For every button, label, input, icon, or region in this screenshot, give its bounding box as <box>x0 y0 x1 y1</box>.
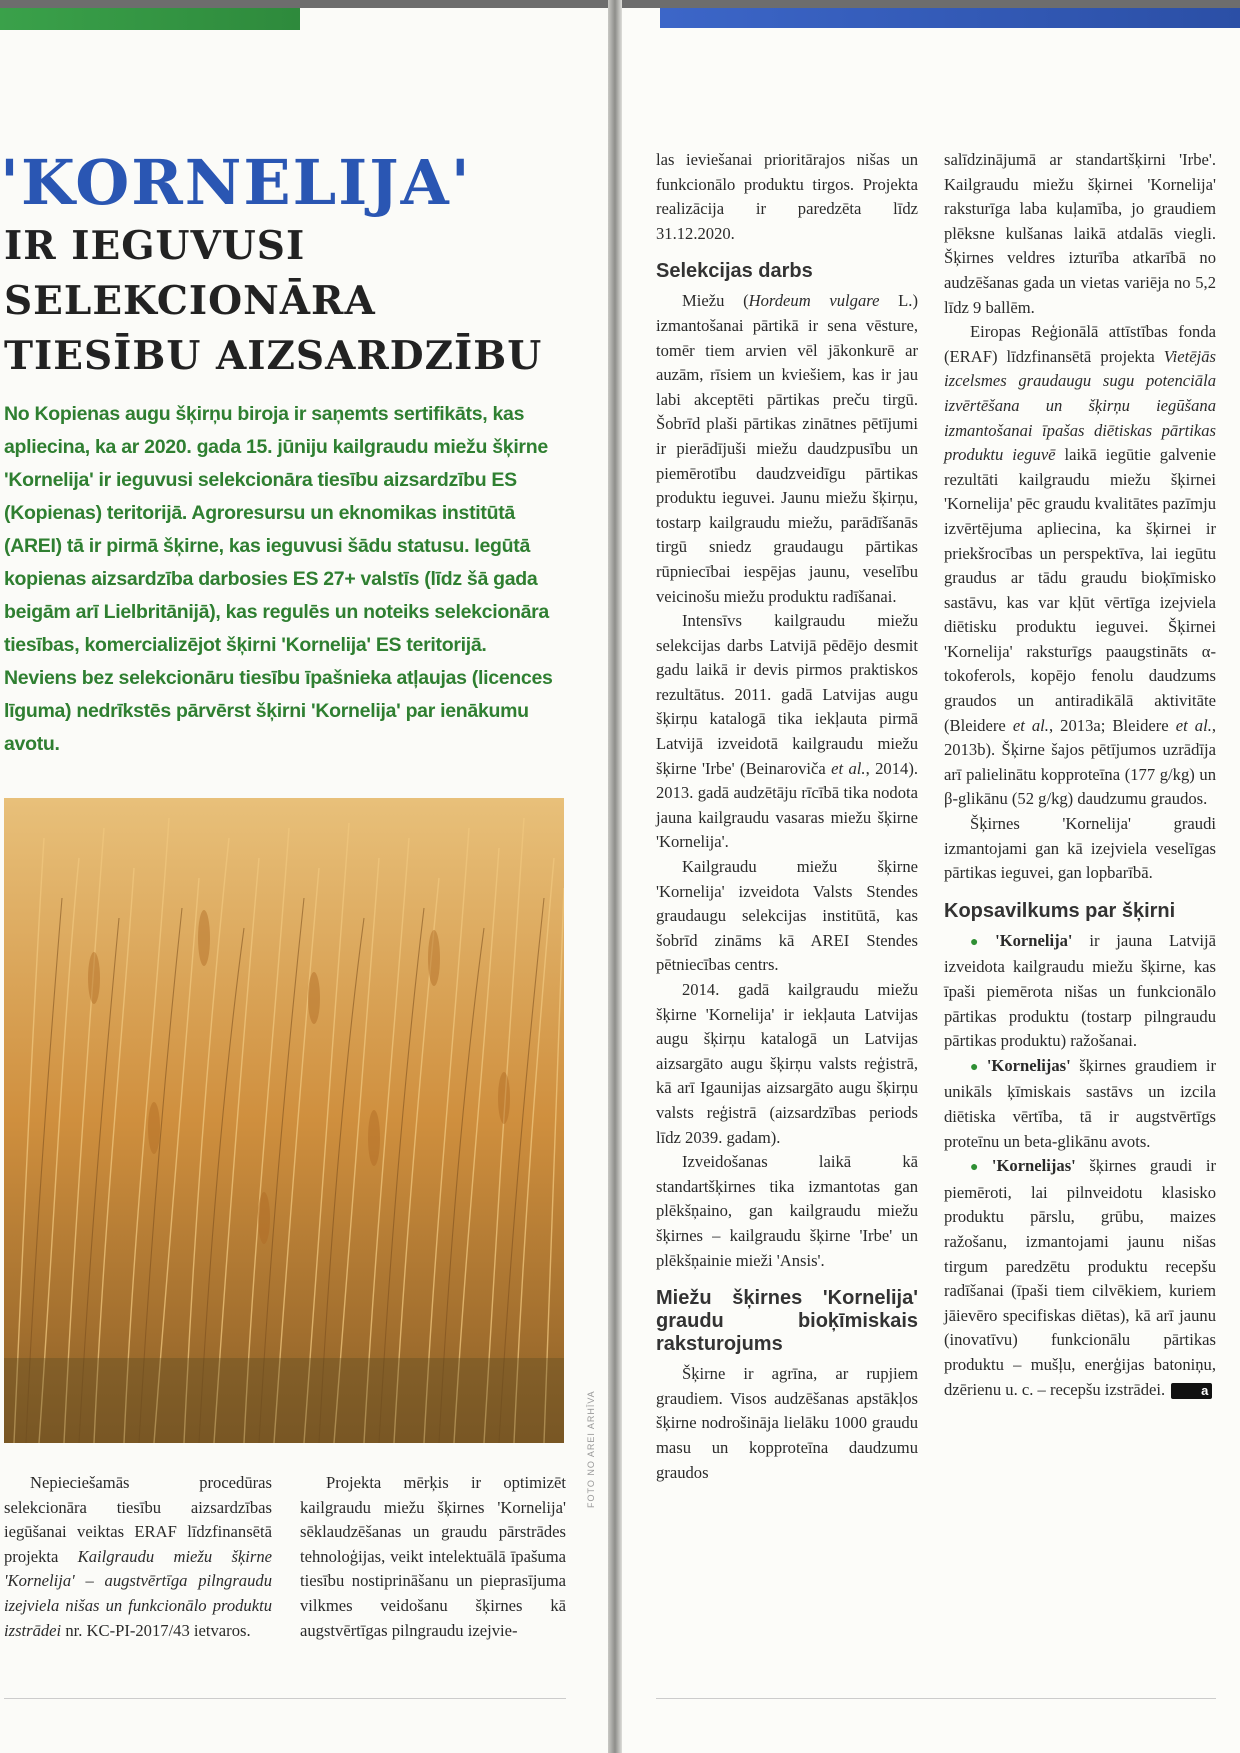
citation-italic: et al. <box>831 758 866 778</box>
bold-term: 'Kornelijas' <box>991 1156 1076 1176</box>
paragraph: Šķirnes 'Kornelija' graudi izmantojami gan kā izejviela veselīgas pārtikas ieguvei, gan lopbarībā. <box>944 814 1216 883</box>
paragraph: las ieviešanai prioritārajos nišas un funkcionālo produktu tirgos. Projekta realizācija ir paredzēta līdz 31.12.2020. <box>656 150 918 243</box>
project-title-italic: Kailgraudu miežu šķirne 'Kornelija' – augstvērtīga pilngraudu izejviela nišas un funkcionālo produktu izstrādei <box>4 1546 272 1640</box>
paragraph: Projekta mērķis ir optimizēt kailgraudu miežu šķirnes 'Kornelija' sēklaudzēšanas un graudu pārstrādes tehnoloģijas, veikt intelektuālā īpašuma tiesību nostiprināšanu un pieprasījuma vilkmes veidošanu šķirnes kā augstvērtīgas pilngraudu izejvie- <box>300 1473 566 1640</box>
barley-field-photo <box>4 798 564 1443</box>
column-c <box>656 148 918 1485</box>
headline-main: 'KORNELIJA' <box>0 146 472 219</box>
text-run: ir jauna Latvijā izveidota kailgraudu miežu šķirne, kas īpaši piemērota nišas un funkcionālo pārtikas produktu (tostarp pilngraudu pārtikas produktu) ražošanai. <box>944 930 1216 1051</box>
paragraph: Šķirne ir agrīna, ar rupjiem graudiem. Visos audzēšanas apstākļos šķirne nodrošināja lielāku 1000 graudu masu un kopproteīna daudzumu graudos <box>656 1364 918 1482</box>
divider <box>4 1698 566 1699</box>
text-run: Intensīvs kailgraudu miežu selekcijas darbs Latvijā pēdējo desmit gadu laikā ir devis pirmos praktiskos rezultātus. 2011. gadā Latvijas augu šķirņu katalogā tika iekļauta pirmā Latvijā izveidotā kailgraudu miežu šķirne 'Irbe' (Beinaroviča <box>656 611 918 778</box>
bold-term: 'Kornelija' <box>995 930 1073 950</box>
text-run: nr. KC-PI-2017/43 ietvaros. <box>61 1620 251 1640</box>
citation-italic: et al. <box>1012 715 1049 735</box>
citation-italic: et al. <box>1175 715 1212 735</box>
bold-term: 'Kornelijas' <box>986 1055 1071 1075</box>
text-run: šķirnes graudi ir piemēroti, lai pilnveidotu klasisko produktu pārslu, grūbu, maizes ražošanu, izmantojami jaunu nišas tirgum paredzētu produktu recepšu radīšanai (īpaši tiem cilvēkiem, kuriem jāievēro specifiskas diētas), kā arī jaunu (inovatīvu) funkcionālu pārtikas produktu – mušļu, enerģijas batoniņu, dzērienu u. c. – recepšu izstrādei. <box>944 1156 1216 1399</box>
section-heading: Miežu šķirnes 'Kornelija' graudu bioķīmiskais raksturojums <box>656 1287 918 1356</box>
bullet-icon: ● <box>970 934 992 950</box>
barley-field-image <box>4 798 564 1443</box>
text-run: L.) izmantošanai pārtikā ir sena vēsture, tomēr tiem arvien vēl jākonkurē ar auzām, rīsiem un kviešiem, kas ir jau labi akceptēti pārtikas preču tirgū. Šobrīd plaši pārtikas zinātnes pētījumi ir pierādījuši miežu daudzpusību un piemērotību daudzveidīgu pārtikas produktu ieguvei. Jaunu miežu šķirņu, tostarp kailgraudu miežu, parādīšanās tirgū sniedz graudaugu pārtikas rūpniecībai iespējas jaunu, veselību veicinošu miežu produktu radīšanai. <box>656 291 918 606</box>
bullet-icon: ● <box>970 1059 983 1075</box>
summary-bullet <box>944 929 1216 1054</box>
headline-line-2: SELEKCIONĀRA <box>4 278 376 324</box>
section-heading: Kopsavilkums par šķirni <box>944 899 1176 922</box>
summary-bullet <box>944 1054 1216 1154</box>
paragraph: Izveidošanas laikā kā standartšķirnes tika izmantotas gan plēkšņaino, gan kailgraudu miežu šķirnes – kailgraudu šķirne 'Irbe' un plēkšņainie mieži 'Ansis'. <box>656 1152 918 1270</box>
left-page <box>0 8 610 1753</box>
text-run: šķirnes graudiem ir unikāls ķīmiskais sastāvs un izcila diētiska vērtība, tā ir augstvērtīgs proteīnu un beta-glikānu avots. <box>944 1055 1216 1151</box>
column-b <box>300 1471 566 1643</box>
bullet-icon: ● <box>970 1160 988 1176</box>
section-heading: Selekcijas darbs <box>656 260 813 283</box>
paragraph: Kailgraudu miežu šķirne 'Kornelija' izveidota Valsts Stendes graudaugu selekcijas institūtā, kas šobrīd zināms kā AREI Stendes pētniecības centrs. <box>656 857 918 975</box>
text-run: Nepieciešamās procedūras selekcionāra tiesību aizsardzības iegūšanai veiktas ERAF līdzfinansētā projekta <box>4 1473 272 1566</box>
latin-name-italic: Hordeum vulgare <box>748 291 880 311</box>
column-a <box>4 1471 272 1643</box>
paragraph: 2014. gadā kailgraudu miežu šķirne 'Kornelija' ir iekļauta Latvijas augu šķirņu katalogā un Latvijas aizsargāto augu šķirņu valsts reģistrā, kā arī Igaunijas aizsargāto augu šķirņu valsts reģistrā (aizsardzības periods līdz 2039. gadam). <box>656 980 918 1147</box>
column-d <box>944 148 1216 1402</box>
lead-paragraph: No Kopienas augu šķirņu biroja ir saņemts sertifikāts, kas apliecina, ka ar 2020. gada 15. jūniju kailgraudu miežu šķirne 'Kornelija' ir ieguvusi selekcionāra tiesību aizsardzību ES (Kopienas) teritorijā. Agroresursu un eknomikas institūtā (AREI) tā ir pirmā šķirne, kas ieguvusi šādu statusu. Iegūtā kopienas aizsardzība darbosies ES 27+ valstīs (līdz šā gada beigām arī Lielbritānijā), kas regulēs un noteiks selekcionāra tiesības, komercializējot šķirni 'Kornelija' ES teritorijā. Neviens bez selekcionāru tiesību īpašnieka atļaujas (licences līguma) nedrīkstēs pārvērst šķirni 'Kornelija' par ienākumu avotu. <box>4 403 553 755</box>
project-title-italic: Vietējās izcelsmes graudaugu sugu potenciāla izvērtēšana un šķirņu iegūšana izmantošanai īpašas diētiskas pārtikas produktu ieguvē <box>944 346 1216 465</box>
text-run: Miežu ( <box>682 291 749 311</box>
blue-header-strip <box>660 8 1240 28</box>
summary-bullet <box>944 1154 1216 1402</box>
green-header-strip <box>0 8 300 30</box>
spine-gutter <box>608 0 622 1753</box>
text-run: laikā iegūtie galvenie rezultāti kailgraudu miežu šķirnei 'Kornelija' pēc graudu kvalitātes pazīmju izvērtējuma apliecina, ka šķirnei ir priekšrocības un perspektīva, lai iegūtu graudus ar tādu graudu bioķīmisko sastāvu, kas var kļūt vērtīga izejviela diētisku produktu ieguvei. Šķirnei 'Kornelija' raksturīgs paaugstināts α-tokoferols, kopējo fenolu daudzums graudos un antiradikālā aktivitāte (Bleidere <box>944 445 1216 735</box>
text-run: , 2013b). Šķirne šajos pētījumos uzrādīja arī palielinātu kopproteīna (177 g/kg) un β-glikānu (52 g/kg) daudzumu graudos. <box>944 715 1217 809</box>
end-mark-icon: a <box>1171 1383 1212 1399</box>
text-run: , 2013a; Bleidere <box>1048 715 1176 735</box>
paragraph: salīdzinājumā ar standartšķirni 'Irbe'. Kailgraudu miežu šķirnei 'Kornelija' raksturīga laba kuļamība, jo graudiem plēksne kulšanas laikā atdalās viegli. Šķirnes veldres izturība atkarībā no audzēšanas gada un vietas variēja no 5,2 līdz 9 ballēm. <box>944 150 1216 317</box>
photo-credit: FOTO NO AREI ARHĪVA <box>586 1390 596 1508</box>
divider <box>656 1698 1216 1699</box>
text-run: Eiropas Reģionālā attīstības fonda (ERAF) līdzfinansētā projekta <box>944 322 1216 366</box>
headline-line-1: IR IEGUVUSI <box>4 223 306 269</box>
text-run: , 2014). 2013. gadā audzētāju rīcībā tika nodota jauna kailgraudu vasaras miežu šķirne 'Kornelija'. <box>656 758 918 852</box>
headline-line-3: TIESĪBU AIZSARDZĪBU <box>4 333 543 379</box>
right-page <box>620 8 1240 1753</box>
